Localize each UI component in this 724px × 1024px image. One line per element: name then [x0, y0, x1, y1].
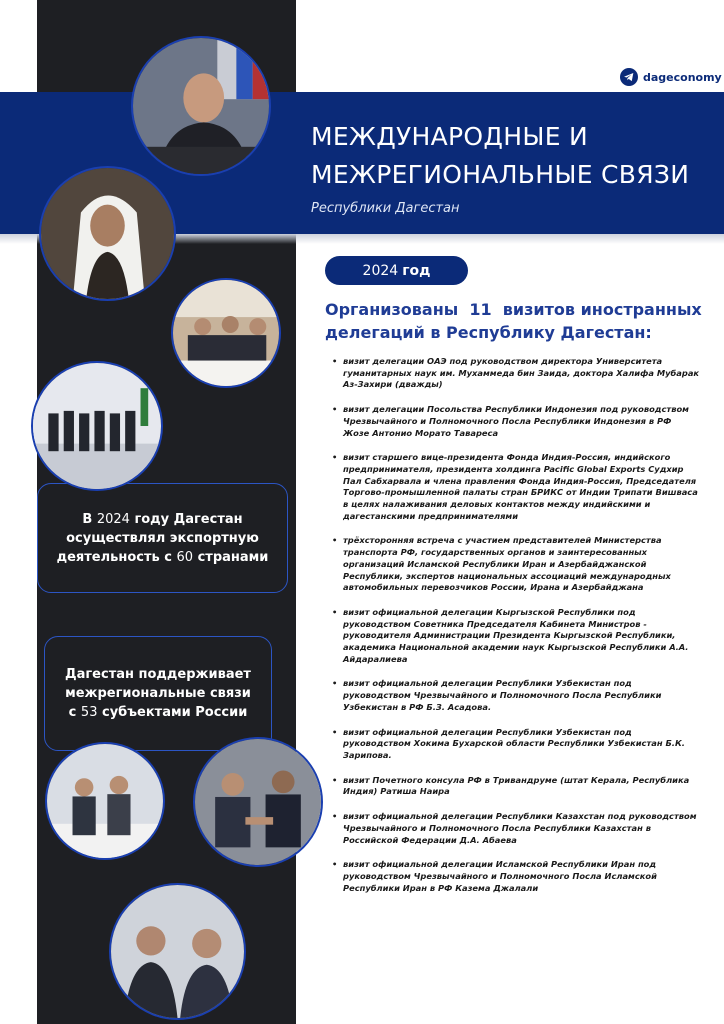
year-label: год: [402, 262, 431, 279]
list-item: • визит старшего вице-президента Фонда Индия-Россия, индийского предпринимателя, президента холдинга Pacific Global Exports Судхир Пал Сабхарвала и члена правления Фонда Индия-Россия, Председателя Торгово-промышленной палаты стран БРИКС от Индии Трипати Вишваса в целях налаживания деловых контактов между индийскими и дагестанскими предпринимателями: [330, 452, 700, 522]
list-item: • визит делегации ОАЭ под руководством директора Университета гуманитарных наук им. Мухаммеда бин Заида, доктора Халифа Мубарак Аз-Захири (дважды): [330, 356, 700, 391]
title-line-2: МЕЖРЕГИОНАЛЬНЫЕ СВЯЗИ: [311, 160, 690, 189]
page-title: [311, 118, 711, 194]
export-stat-box: [37, 483, 288, 593]
regions-stat-text: Дагестан поддерживает межрегиональные связи с 53 субъектами России: [65, 667, 251, 720]
year-value: 2024: [362, 262, 399, 279]
visits-headline: [325, 298, 715, 344]
telegram-icon: [620, 68, 638, 86]
brand-name: dageconomy: [643, 70, 722, 84]
photo-meeting-table: [171, 278, 281, 388]
photo-handshake: [193, 737, 323, 867]
regions-stat-box: [44, 636, 272, 751]
headline-line-1: [325, 298, 715, 321]
photo-emirati-guest: [39, 166, 176, 301]
title-line-1: МЕЖДУНАРОДНЫЕ И: [311, 122, 589, 151]
list-item: • визит делегации Посольства Республики Индонезия под руководством Чрезвычайного и Полномочного Посла Республики Индонезия в РФ Жозе Антонио Морато Тавареса: [330, 404, 700, 439]
list-item: • визит официальной делегации Республики Узбекистан под руководством Хокима Бухарской области Республики Узбекистан Б.К. Зарипова.: [330, 727, 700, 762]
list-item: • визит официальной делегации Республики Узбекистан под руководством Чрезвычайного и Полномочного Посла Республики Узбекистан в РФ Б.З. Асадова.: [330, 678, 700, 713]
headline-rest: визитов иностранных: [502, 300, 702, 319]
photo-conference-participants: [109, 883, 246, 1020]
list-item: • визит официальной делегации Исламской Республики Иран под руководством Чрезвычайного и Полномочного Посла Исламской Республики Иран в РФ Казема Джалали: [330, 859, 700, 894]
photo-exhibition-talk: [45, 742, 165, 860]
year-badge: [325, 256, 468, 285]
headline-prefix: Организованы: [325, 300, 459, 319]
photo-official-speaking: [131, 36, 271, 176]
list-item: • трёхсторонняя встреча с участием представителей Министерства транспорта РФ, государственных органов и заинтересованных организаций Исламской Республики Иран и Азербайджанской Республики, экспертов национальных ассоциаций международных автомобильных перевозчиков России, Ирана и Азербайджана: [330, 535, 700, 594]
export-stat-text: В 2024 году Дагестан осуществлял экспортную деятельность с 60 странами: [56, 511, 269, 565]
page-subtitle: Республики Дагестан: [311, 201, 460, 216]
list-item: • визит официальной делегации Кыргызской Республики под руководством Советника Председателя Кабинета Министров - руководителя Администрации Президента Кыргызской Республики, академика Национальной академии наук Кыргызской Республики А.А. Айдаралиева: [330, 607, 700, 666]
headline-line-2: делегаций в Республику Дагестан:: [325, 323, 652, 342]
headline-count: 11: [469, 300, 492, 319]
photo-group-delegation: [31, 361, 163, 491]
list-item: • визит официальной делегации Республики Казахстан под руководством Чрезвычайного и Полномочного Посла Республики Казахстан в Российской Федерации Д.А. Абаева: [330, 811, 700, 846]
list-item: • визит Почетного консула РФ в Тривандруме (штат Керала, Республика Индия) Ратиша Наира: [330, 775, 700, 798]
brand-logo[interactable]: [620, 68, 722, 86]
visits-list: [330, 356, 700, 894]
